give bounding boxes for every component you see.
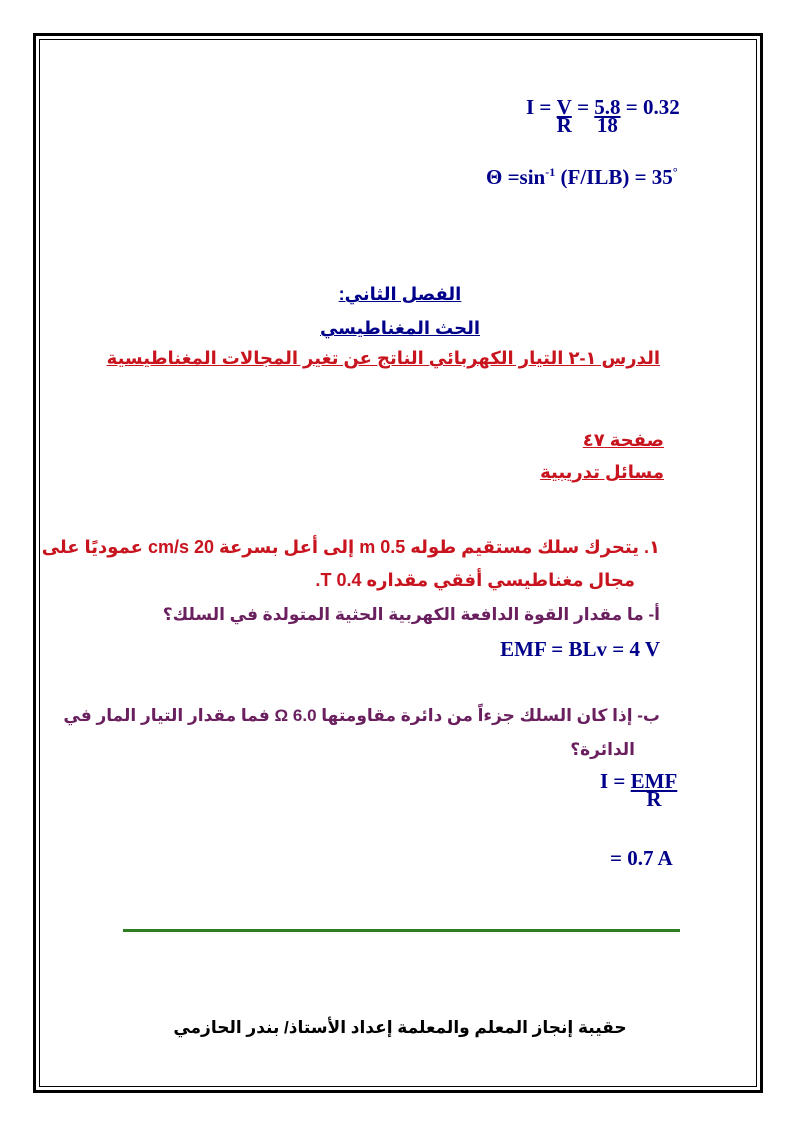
question-b-line-1: ب- إذا كان السلك جزءاً من دائرة مقاومتها 6.0 Ω فما مقدار التيار المار في	[63, 706, 660, 725]
footer-credit: حقيبة إنجاز المعلم والمعلمة إعداد الأستاذ/ بندر الحازمي	[173, 1018, 627, 1037]
fraction-denominator: R	[646, 787, 662, 811]
lesson-title: الدرس ١-٢ التيار الكهربائي الناتج عن تغير المجالات المغناطيسية	[106, 348, 660, 368]
fraction-denominator: R	[556, 113, 572, 137]
divider-line	[123, 929, 680, 932]
fraction-numerator: V	[556, 95, 572, 119]
problem-1-line-1: ١. يتحرك سلك مستقيم طوله 0.5 m إلى أعل بسرعة 20 cm/s عموديًا على	[41, 537, 660, 557]
fraction-numerator: EMF	[630, 769, 678, 793]
chapter-title: الفصل الثاني:	[338, 284, 462, 304]
equation-current-emf: I = $\frac{\text{EMF}}{R}$	[600, 769, 678, 811]
chapter-subtitle: الحث المغناطيسي	[319, 318, 481, 338]
section-label: مسائل تدريبية	[540, 462, 664, 482]
answer-b: = 0.7 A	[610, 846, 673, 870]
question-a: أ- ما مقدار القوة الدافعة الكهربية الحثية المتولدة في السلك؟	[162, 605, 660, 624]
question-b-line-2: الدائرة؟	[570, 740, 635, 759]
fraction-numerator: 5.8	[594, 95, 621, 119]
fraction-denominator: 18	[596, 113, 618, 137]
equation-current-ohm: I = $\frac{V}{R}$ = $\frac{5.8}{18}$ = 0.32	[526, 95, 680, 137]
page-reference: صفحة ٤٧	[582, 430, 664, 450]
answer-a: EMF = BLv = 4 V	[500, 637, 660, 661]
problem-1-line-2: مجال مغناطيسي أفقي مقداره 0.4 T.	[315, 570, 635, 590]
equation-angle: $\Theta =\sin^{-1}$ (F/ILB) = 35°	[486, 165, 678, 189]
